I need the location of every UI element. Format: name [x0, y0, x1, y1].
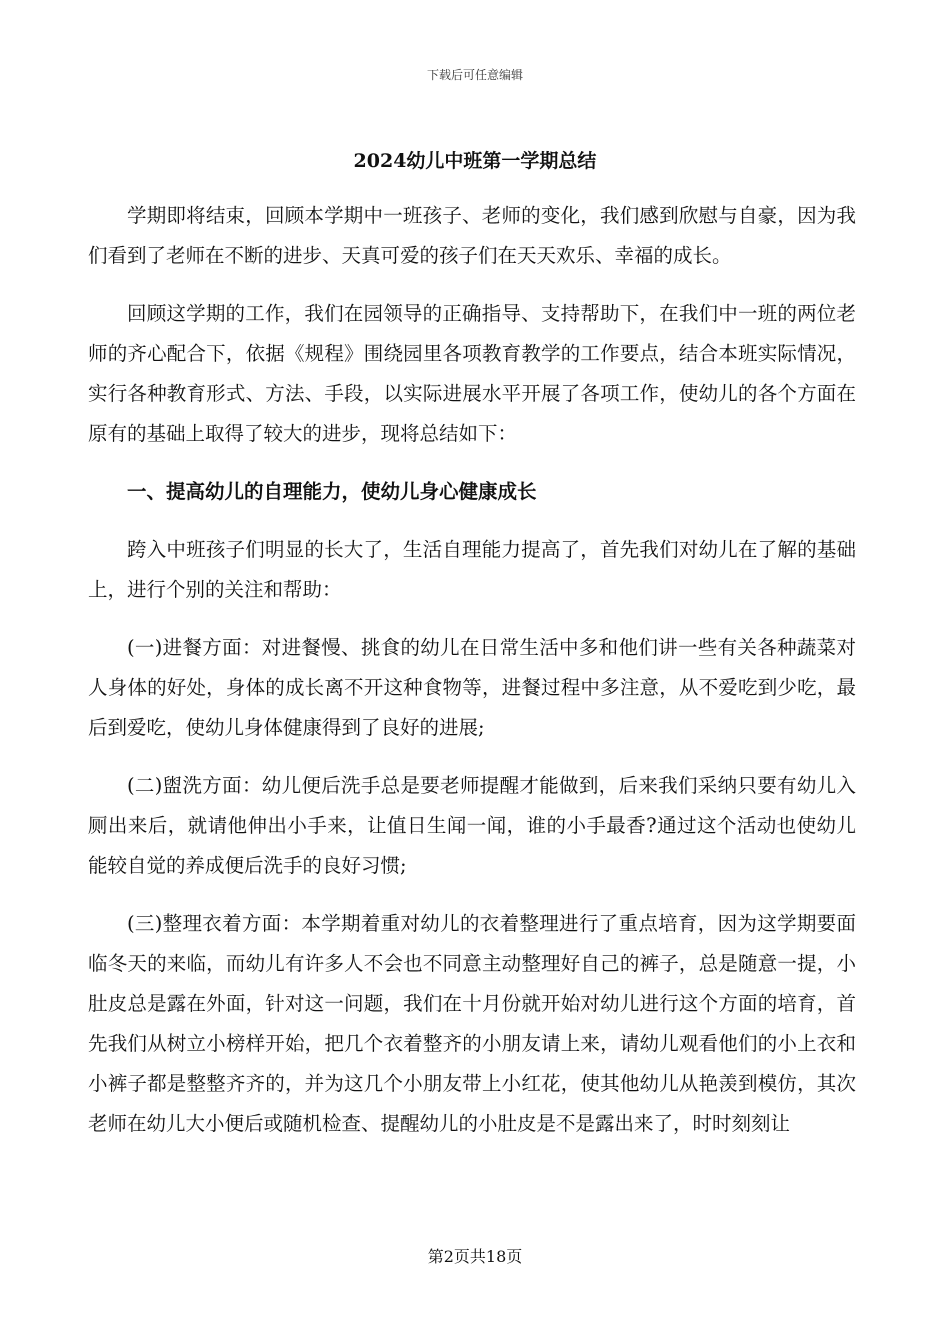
- paragraph-intro: 学期即将结束，回顾本学期中一班孩子、老师的变化，我们感到欣慰与自豪，因为我们看到了老师在不断的进步、天真可爱的孩子们在天天欢乐、幸福的成长。: [88, 204, 856, 267]
- section-heading: 一、提高幼儿的自理能力，使幼儿身心健康成长: [127, 480, 537, 503]
- section-intro: 跨入中班孩子们明显的长大了，生活自理能力提高了，首先我们对幼儿在了解的基础上，进行个别的关注和帮助：: [88, 538, 856, 601]
- page-number: 第2页共18页: [427, 1247, 523, 1266]
- document-body: [88, 196, 856, 1162]
- paragraph-review: 回顾这学期的工作，我们在园领导的正确指导、支持帮助下，在我们中一班的两位老师的齐心配合下，依据《规程》围绕园里各项教育教学的工作要点，结合本班实际情况，实行各种教育形式、方法、手段，以实际进展水平开展了各项工作，使幼儿的各个方面在原有的基础上取得了较大的进步，现将总结如下：: [88, 302, 856, 445]
- item-clothing: (三)整理衣着方面：本学期着重对幼儿的衣着整理进行了重点培育，因为这学期要面临冬天的来临，而幼儿有许多人不会也不同意主动整理好自己的裤子，总是随意一提，小肚皮总是露在外面，针对这一问题，我们在十月份就开始对幼儿进行这个方面的培育，首先我们从树立小榜样开始，把几个衣着整齐的小朋友请上来，请幼儿观看他们的小上衣和小裤子都是整整齐齐的，并为这几个小朋友带上小红花，使其他幼儿从艳羡到模仿，其次老师在幼儿大小便后或随机检查、提醒幼儿的小肚皮是不是露出来了，时时刻刻让: [88, 912, 856, 1135]
- document-title: 2024幼儿中班第一学期总结: [353, 150, 597, 172]
- item-washing: (二)盥洗方面：幼儿便后洗手总是要老师提醒才能做到，后来我们采纳只要有幼儿入厕出来后，就请他伸出小手来，让值日生闻一闻，谁的小手最香?通过这个活动也使幼儿能较自觉的养成便后洗手的良好习惯;: [88, 774, 856, 877]
- header-note: 下载后可任意编辑: [426, 68, 523, 82]
- item-dining: (一)进餐方面：对进餐慢、挑食的幼儿在日常生活中多和他们讲一些有关各种蔬菜对人身体的好处，身体的成长离不开这种食物等，进餐过程中多注意，从不爱吃到少吃，最后到爱吃，使幼儿身体健康得到了良好的进展;: [88, 636, 856, 739]
